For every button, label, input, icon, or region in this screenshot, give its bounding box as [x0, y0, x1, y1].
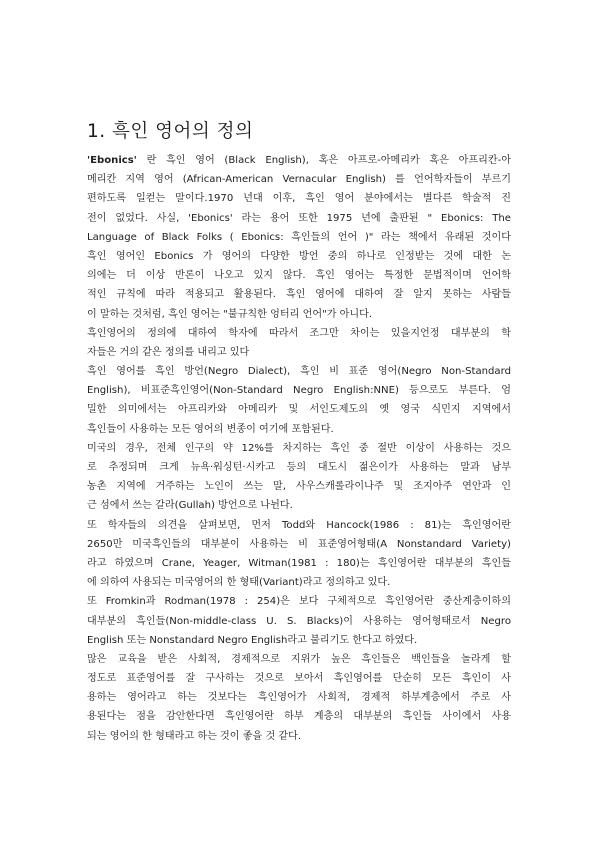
text-line: 용하는 영어라고 하는 것보다는 흑인영어가 사회적, 경제적 하부계층에서 주로 사 [87, 692, 511, 704]
text-line: 대부분의 흑인들(Non-middle-class U. S. Blacks)이 사용하는 영어형태로서 Negro [87, 615, 511, 627]
text-line: 미국의 경우, 전체 인구의 약 12%를 차지하는 흑인 중 절반 이상이 사용하는 것으 [87, 442, 511, 454]
text-line [87, 151, 511, 170]
text-line: 밀한 의미에서는 아프리카와 아메리카 및 서인도제도의 옛 영국 식민지 지역에서 [87, 404, 511, 416]
text-line: 또 학자들의 의견을 살펴보면, 먼저 Todd와 Hancock(1986 : 81)는 흑인영어란 [87, 519, 511, 531]
text-line: 의에는 더 이상 반론이 나오고 있지 않다. 흑인 영어는 특정한 문법적이며 언어학 [87, 270, 511, 282]
text-line: 전이 없었다. 사실, 'Ebonics' 라는 용어 또한 1975 년에 출판된 " Ebonics: The [87, 212, 511, 224]
line-text: 란 흑인 영어 (Black English), 혹은 아프로-아메리카 혹은 아프리칸-아 [136, 155, 511, 166]
body-text [87, 151, 511, 746]
text-line: 정도로 표준영어를 잘 구사하는 것으로 보아서 흑인영어를 단순히 모든 흑인이 사 [87, 673, 511, 685]
text-line: 되는 영어의 한 형태라고 하는 것이 좋을 것 같다. [87, 730, 302, 742]
text-line: English), 비표준흑인영어(Non-Standard Negro English:NNE) 등으로도 부른다. 엄 [87, 385, 511, 397]
text-line: 이 말하는 것처럼, 흑인 영어는 "불규칙한 엉터리 언어"가 아니다. [87, 308, 373, 320]
text-line: 메리칸 지역 영어 (African-American Vernacular English) 를 언어학자들이 부르기 [87, 174, 511, 186]
text-line: 에 의하여 사용되는 미국영어의 한 형태(Variant)라고 정의하고 있다. [87, 577, 391, 589]
term-ebonics: 'Ebonics' [87, 155, 137, 166]
text-line: 편하도록 일컫는 말이다.1970 년대 이후, 흑인 영어 분야에서는 별다른 학술적 진 [87, 193, 511, 205]
text-line: 자들은 거의 같은 정의를 내리고 있다 [87, 346, 250, 358]
text-line: 흑인 영어를 흑인 방언(Negro Dialect), 흑인 비 표준 영어(Negro Non-Standard [87, 366, 511, 378]
text-line: English 또는 Nonstandard Negro English라고 불리기도 한다고 하였다. [87, 634, 418, 646]
text-line: 또 Fromkin과 Rodman(1978 : 254)은 보다 구체적으로 흑인영어란 중산계층이하의 [87, 596, 511, 608]
text-line: 농촌 지역에 거주하는 노인이 쓰는 말, 사우스캐롤라이나주 및 조지아주 연안과 인 [87, 481, 511, 493]
text-line: 근 섬에서 쓰는 갈라(Gullah) 방언으로 나뉜다. [87, 500, 293, 512]
text-line: 흑인영어의 정의에 대하여 학자에 따라서 조그만 차이는 있을지언정 대부분의 학 [87, 327, 511, 339]
section-heading: 1. 흑인 영어의 정의 [87, 121, 254, 142]
text-line: 2650만 미국흑인들의 대부분이 사용하는 비 표준영어형태(A Nonstandard Variety) [87, 538, 511, 550]
text-line: 로 추정되며 크게 뉴욕·워싱턴·시카고 등의 대도시 젊은이가 사용하는 말과 남부 [87, 462, 511, 473]
text-line: 많은 교육을 받은 사회적, 경제적으로 지위가 높은 흑인들은 백인들을 놀라게 할 [87, 653, 511, 665]
text-line: 라고 하였으며 Crane, Yeager, Witman(1981 : 180)는 흑인영어란 대부분의 흑인들 [87, 557, 511, 569]
text-line: 용된다는 점을 감안한다면 흑인영어란 하부 계층의 대부분의 흑인들 사이에서 사용 [87, 711, 511, 723]
text-line: 적인 규칙에 따라 적용되고 활용된다. 흑인 영어에 대하여 잘 알지 못하는 사람들 [87, 289, 511, 301]
text-line: 흑인들이 사용하는 모든 영어의 변종이 여기에 포함된다. [87, 423, 334, 435]
text-line: Language of Black Folks ( Ebonics: 흑인들의 언어 )" 라는 책에서 유래된 것이다 [87, 231, 511, 243]
text-line: 흑인 영어인 Ebonics 가 영어의 다양한 방언 중의 하나로 인정받는 것에 대한 논 [87, 250, 511, 262]
